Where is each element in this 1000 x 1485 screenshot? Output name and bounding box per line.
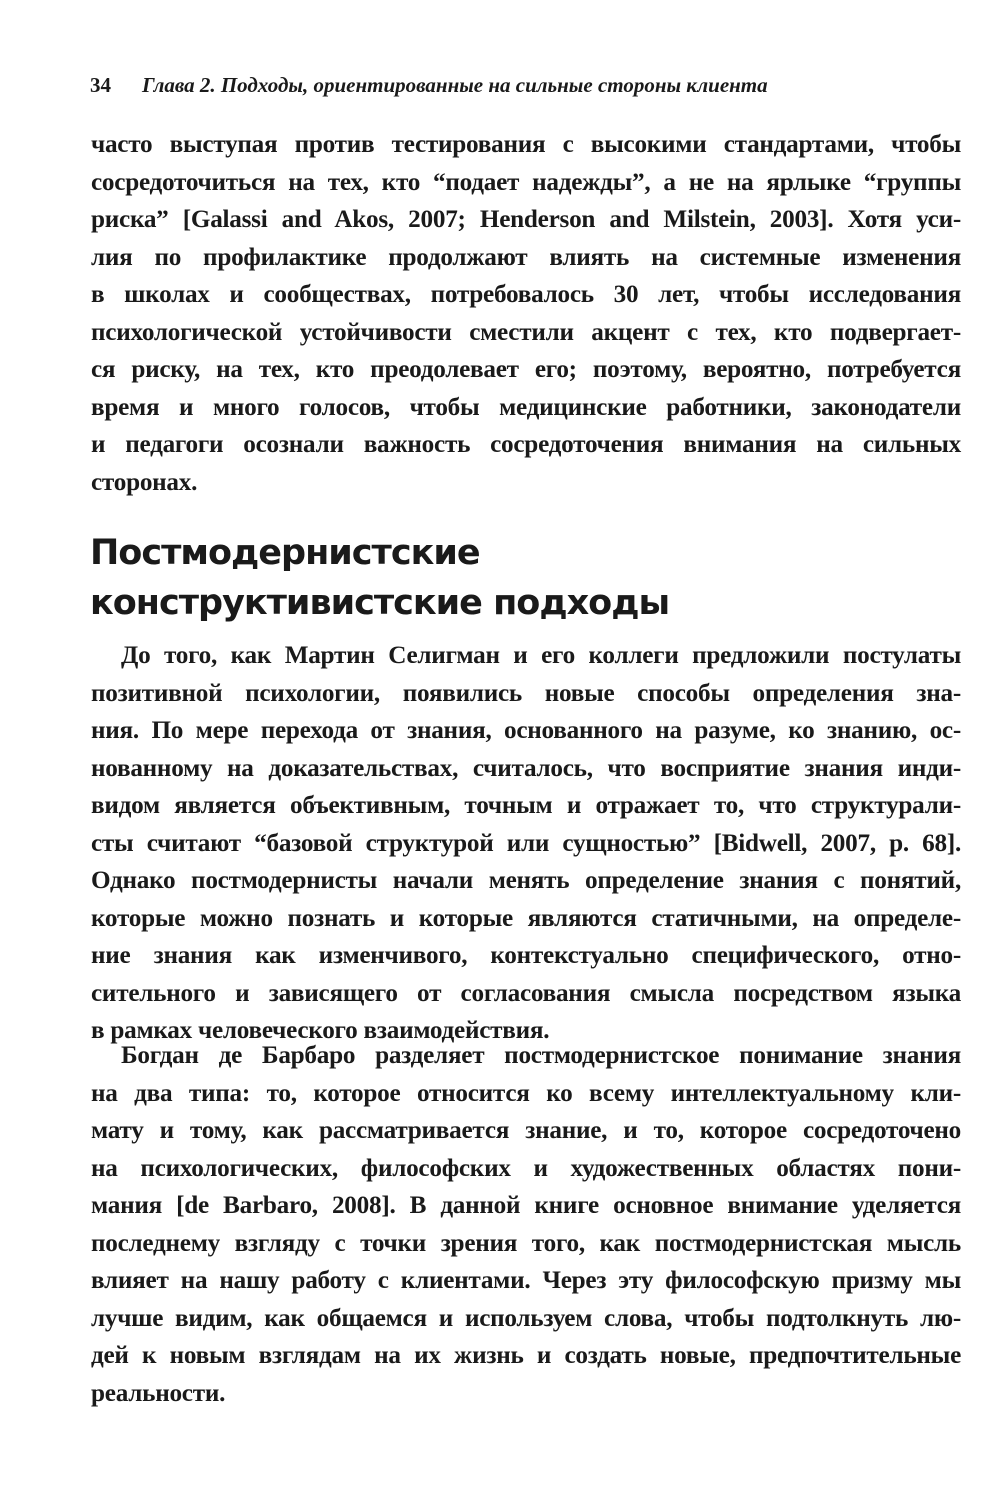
- text-line: влияет на нашу работу с клиентами. Через эту философскую призму мы: [91, 1267, 961, 1294]
- section-heading: [90, 528, 910, 628]
- text-line: дей к новым взглядам на их жизнь и создать новые, предпочтительные: [91, 1342, 961, 1369]
- text-line: сты считают “базовой структурой или сущностью” [Bidwell, 2007, p. 68].: [91, 829, 961, 857]
- text-line: ние знания как изменчивого, контекстуально специфического, отно-: [91, 942, 961, 969]
- text-line: Богдан де Барбаро разделяет постмодернистское понимание знания: [121, 1042, 961, 1069]
- paragraph-2: [91, 1037, 961, 1412]
- text-line: которые можно познать и которые являются статичными, на определе-: [91, 904, 961, 932]
- text-line: на психологических, философских и художественных областях пони-: [91, 1154, 961, 1182]
- text-line: позитивной психологии, появились новые способы определения зна-: [91, 679, 961, 707]
- section-heading-line: конструктивистские подходы: [90, 583, 670, 623]
- text-line: сосредоточиться на тех, кто “подает надежды”, а не на ярлыке “группы: [91, 168, 961, 196]
- text-line: часто выступая против тестирования с высокими стандартами, чтобы: [91, 131, 961, 158]
- text-line: время и много голосов, чтобы медицинские работники, законодатели: [91, 393, 961, 421]
- chapter-title: Глава 2. Подходы, ориентированные на сильные стороны клиента: [142, 73, 768, 97]
- text-line: риска” [Galassi and Akos, 2007; Henderson and Milstein, 2003]. Хотя уси-: [91, 206, 961, 233]
- text-line: ния. По мере перехода от знания, основанного на разуме, ко знанию, ос-: [91, 717, 961, 744]
- text-line: лия по профилактике продолжают влиять на системные изменения: [91, 243, 961, 271]
- text-line: сительного и зависящего от согласования смысла посредством языка: [91, 979, 961, 1007]
- text-line: психологической устойчивости сместили акцент с тех, кто подвергает-: [91, 318, 961, 346]
- text-line: последнему взгляду с точки зрения того, как постмодернистская мысль: [91, 1229, 961, 1257]
- page-number: 34: [90, 73, 111, 97]
- text-line: До того, как Мартин Селигман и его коллеги предложили постулаты: [121, 642, 961, 669]
- text-line: Однако постмодернисты начали менять определение знания с понятий,: [91, 867, 961, 894]
- running-header: [90, 70, 890, 100]
- text-line: на два типа: то, которое относится ко всему интеллектуальному кли-: [91, 1079, 961, 1107]
- text-line: ся риску, на тех, кто преодолевает его; поэтому, вероятно, потребуется: [91, 356, 961, 383]
- paragraph-1: [91, 637, 961, 1050]
- text-line: и педагоги осознали важность сосредоточения внимания на сильных: [91, 431, 961, 458]
- text-line: видом является объективным, точным и отражает то, что структурали-: [91, 792, 961, 819]
- section-heading-line: Постмодернистские: [90, 533, 480, 573]
- text-line: сторонах.: [91, 468, 198, 496]
- text-line: нованному на доказательствах, считалось, что восприятие знания инди-: [91, 754, 961, 782]
- paragraph-continued: [91, 126, 961, 501]
- text-line: лучше видим, как общаемся и используем слова, чтобы подтолкнуть лю-: [91, 1304, 961, 1332]
- text-line: мания [de Barbaro, 2008]. В данной книге основное внимание уделяется: [91, 1192, 961, 1219]
- text-line: в рамках человеческого взаимодействия.: [91, 1017, 550, 1044]
- text-line: мату и тому, как рассматривается знание, и то, которое сосредоточено: [91, 1117, 961, 1144]
- text-line: реальности.: [91, 1379, 226, 1407]
- text-line: в школах и сообществах, потребовалось 30 лет, чтобы исследования: [91, 281, 961, 308]
